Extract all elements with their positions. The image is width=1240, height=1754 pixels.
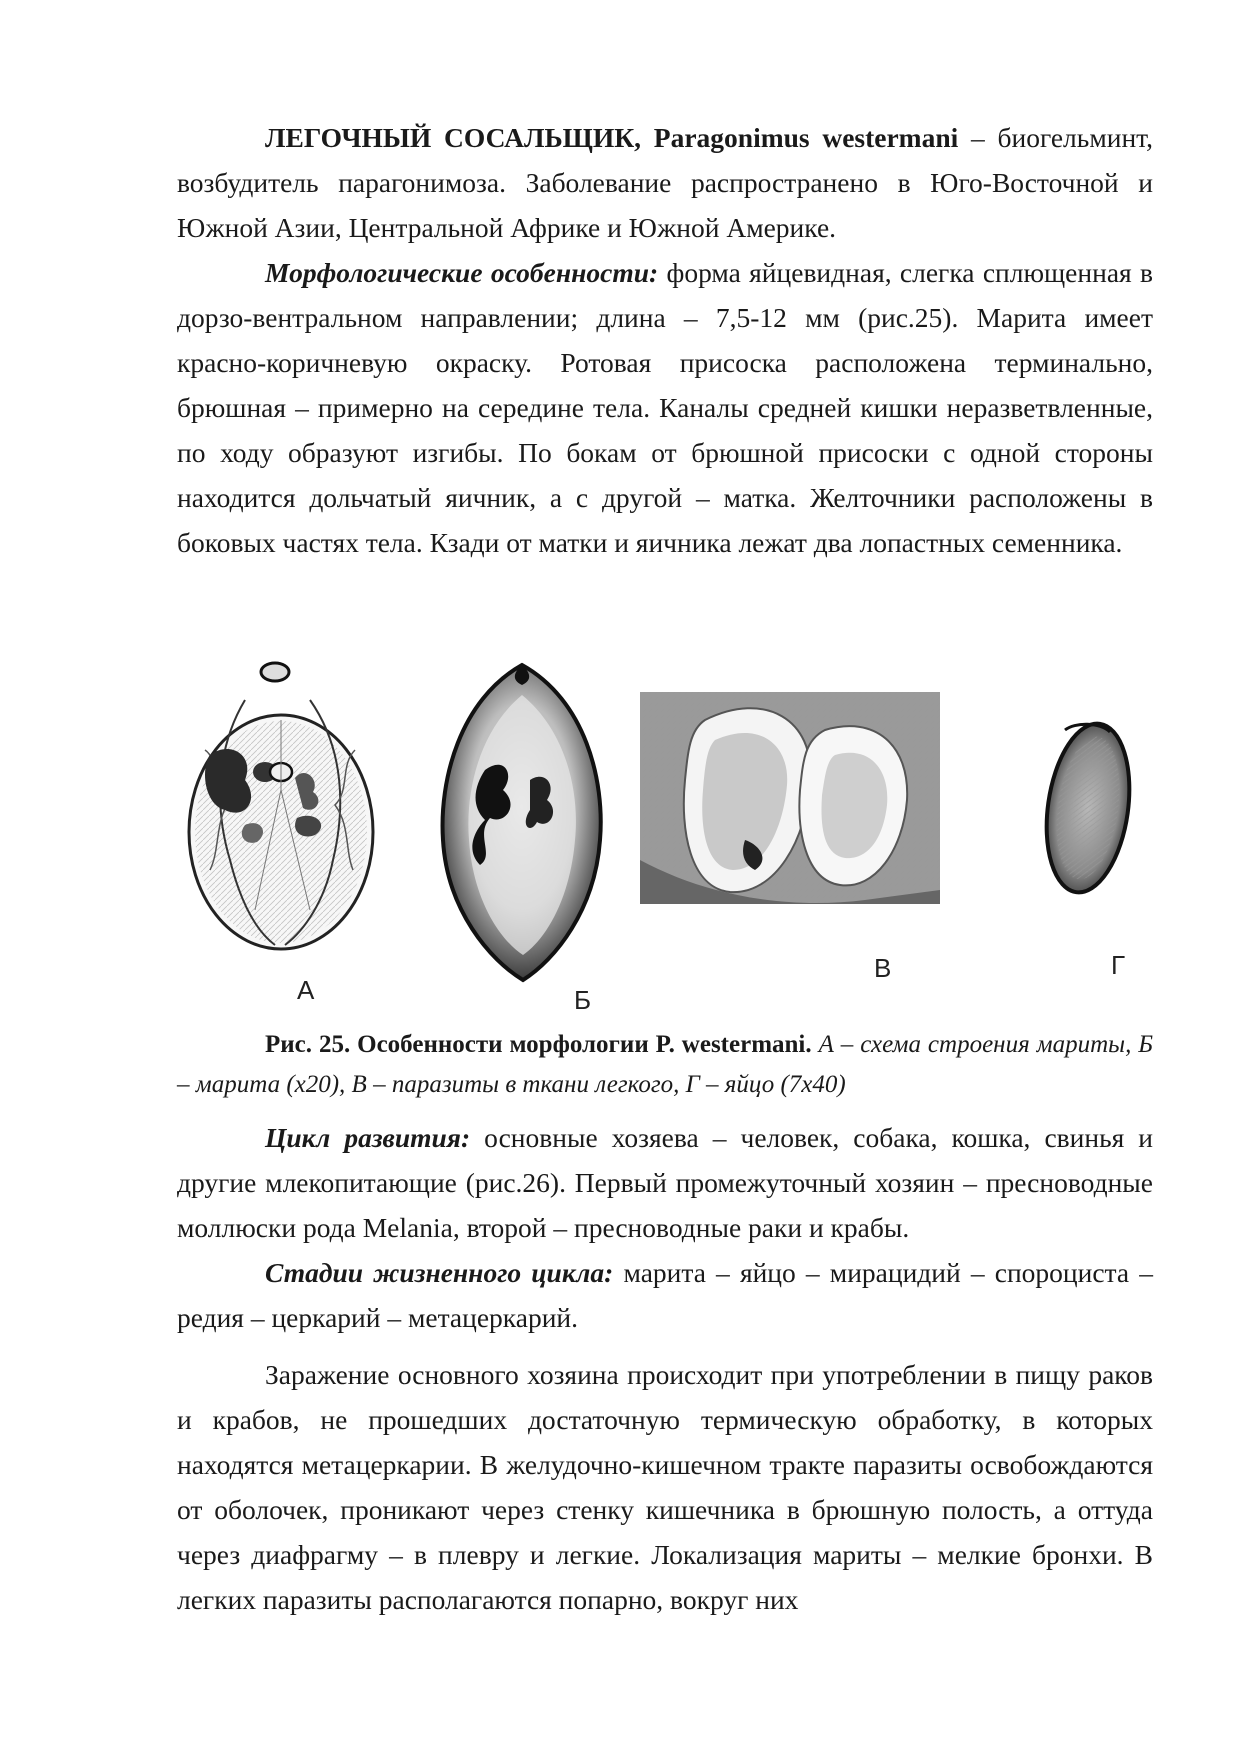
figure-illustrations xyxy=(185,660,1155,1020)
infection-paragraph: Заражение основного хозяина происходит при употреблении в пищу раков и крабов, не прошедших достаточную термическую обработку, в которых находятся метацеркарии. В желудочно-кишечном тракте паразиты освобождаются от оболочек, проникают через стенку кишечника в брюшную полость, а оттуда через диафрагму – в плевру и легкие. Локализация мариты – мелкие бронхи. В легких паразиты располагаются попарно, вокруг них xyxy=(177,1359,1153,1615)
panel-g-egg xyxy=(1037,718,1140,897)
panel-a-schematic xyxy=(189,663,373,949)
caption-text: А – схема строения мариты, Б – марита (х20), В – паразиты в ткани легкого, Г – яйцо (7х40) xyxy=(177,1031,1153,1098)
morphology-paragraph xyxy=(177,250,1153,565)
cycle-text: основные хозяева – человек, собака, кошка, свинья и другие млекопитающие (рис.26). Первый промежуточный хозяин – пресноводные моллюски рода Melania, второй – пресноводные раки и крабы. xyxy=(177,1122,1154,1243)
stages-text: марита – яйцо – мирацидий – спороциста – редия – церкарий – метацеркарий. xyxy=(177,1257,1153,1333)
stages-label: Стадии жизненного цикла: xyxy=(265,1257,614,1288)
heading-species: ЛЕГОЧНЫЙ СОСАЛЬЩИК, Paragonimus westermani xyxy=(265,122,959,153)
cycle-label: Цикл развития: xyxy=(265,1122,471,1153)
cycle-paragraph xyxy=(177,1115,1153,1250)
panel-v-lung-tissue xyxy=(640,692,940,904)
label-v: В xyxy=(874,953,892,983)
lifecycle-section xyxy=(177,1115,1153,1622)
intro-section xyxy=(177,115,1153,565)
figure-25 xyxy=(185,660,1155,1020)
morphology-text: форма яйцевидная, слегка сплющенная в дорзо-вентральном направлении; длина – 7,5-12 мм (рис.25). Марита имеет красно-коричневую окраску. Ротовая присоска расположена терминально, брюшная – примерно на середине тела. Каналы средней кишки неразветвленные, по ходу образуют изгибы. По бокам от брюшной присоски с одной стороны находится дольчатый яичник, а с другой – матка. Желточники расположены в боковых частях тела. Кзади от матки и яичника лежат два лопастных семенника. xyxy=(177,257,1153,558)
stages-paragraph xyxy=(177,1250,1153,1340)
intro-text: – биогельминт, возбудитель парагонимоза. Заболевание распространено в Юго-Восточной и Южной Азии, Центральной Африке и Южной Америке. xyxy=(177,122,1153,243)
label-a: А xyxy=(297,975,315,1005)
caption-paragraph xyxy=(177,1025,1153,1105)
intro-paragraph xyxy=(177,115,1153,250)
label-g: Г xyxy=(1111,950,1126,980)
label-b: Б xyxy=(574,985,592,1015)
figure-caption xyxy=(177,1025,1153,1105)
morphology-label: Морфологические особенности: xyxy=(265,257,659,288)
panel-b-marita xyxy=(443,665,601,980)
caption-title: Рис. 25. Особенности морфологии P. westermani. xyxy=(265,1031,812,1058)
